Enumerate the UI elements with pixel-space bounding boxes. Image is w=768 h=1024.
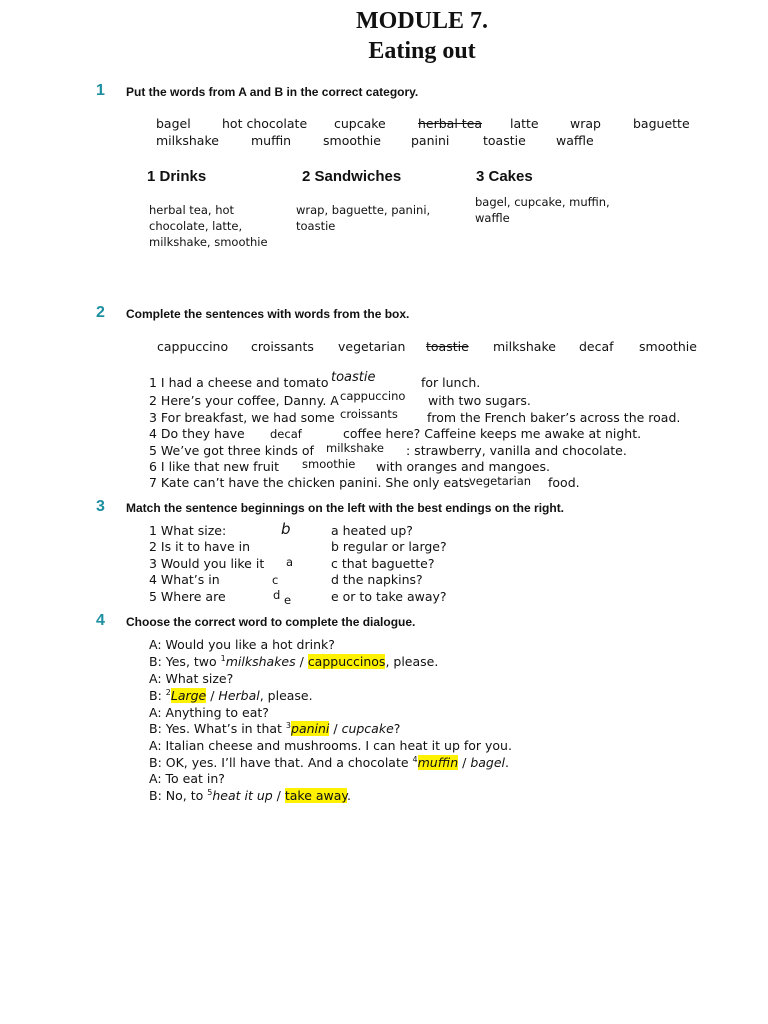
word-muffin: muffin [251, 133, 292, 148]
box-word-vegetarian: vegetarian [338, 339, 406, 354]
box-word-cappuccino: cappuccino [157, 339, 229, 354]
match-right: a heated up? [331, 523, 413, 538]
option-word: bagel [470, 755, 506, 771]
match-right: e or to take away? [331, 589, 447, 604]
sentence-text: coffee here? Caffeine keeps me awake at night. [343, 426, 642, 441]
word-bagel: bagel [156, 116, 191, 131]
word-toastie: toastie [483, 133, 526, 148]
word-herbal-tea: herbal tea [418, 116, 483, 131]
match-answer: a [286, 555, 294, 569]
box-word-croissants: croissants [251, 339, 314, 354]
page-title: Eating out [368, 38, 476, 64]
word-panini: panini [411, 133, 450, 148]
question-instruction: Match the sentence beginnings on the left with the best endings on the right. [126, 501, 565, 515]
dialogue-text: B: No, to [149, 788, 208, 804]
question-instruction: Complete the sentences with words from the box. [126, 307, 410, 321]
box-word-smoothie: smoothie [639, 339, 697, 354]
sentence-text: with oranges and mangoes. [376, 459, 550, 474]
dialogue-line [149, 654, 438, 669]
sentence-answer: smoothie [302, 457, 356, 471]
box-word-decaf: decaf [579, 339, 614, 354]
selected-option: Large [170, 688, 207, 704]
match-left: 5 Where are [149, 589, 226, 604]
question-number: 1 [96, 82, 105, 99]
sentence-answer: cappuccino [340, 389, 406, 403]
box-word-toastie: toastie [426, 339, 469, 354]
match-answer: c [272, 573, 279, 587]
dialogue-line: A: Anything to eat? [149, 705, 269, 720]
module-title: MODULE 7. [356, 8, 488, 34]
sentence-text: for lunch. [421, 375, 481, 390]
option-word: Herbal [218, 688, 260, 704]
sentence-text: 5 We’ve got three kinds of [149, 443, 314, 458]
gap-number: 3 [285, 721, 292, 730]
dialogue-text: B: OK, yes. I’ll have that. And a chocolate [149, 755, 413, 771]
gap-number: 1 [220, 654, 226, 663]
sentence-answer: toastie [331, 370, 376, 385]
match-right: d the napkins? [331, 572, 423, 587]
option-word: heat it up [212, 788, 273, 804]
option-separator: / [206, 688, 219, 704]
match-answer: b [281, 520, 291, 538]
sentence-text: 3 For breakfast, we had some [149, 410, 335, 425]
sentence-answer: milkshake [326, 441, 384, 455]
dialogue-text: , please. [259, 688, 313, 704]
word-hot-chocolate: hot chocolate [222, 116, 308, 131]
dialogue-text: . [347, 788, 352, 804]
option-word: cupcake [341, 721, 394, 737]
dialogue-line [149, 688, 313, 703]
selected-option: panini [291, 721, 330, 737]
match-answer: e [284, 593, 292, 607]
dialogue-line: A: Would you like a hot drink? [149, 637, 335, 652]
category-cakes-answer: bagel, cupcake, muffin, waffle [475, 195, 610, 225]
match-answer: d [273, 588, 281, 602]
dialogue-line: A: Italian cheese and mushrooms. I can heat it up for you. [149, 738, 512, 753]
sentence-text: with two sugars. [428, 393, 531, 408]
sentence-text: : strawberry, vanilla and chocolate. [406, 443, 627, 458]
category-cakes-heading: 3 Cakes [476, 168, 533, 185]
question-number: 4 [96, 612, 105, 629]
category-sandwiches-heading: 2 Sandwiches [302, 168, 402, 185]
match-left: 4 What’s in [149, 572, 220, 587]
dialogue-line: A: What size? [149, 671, 234, 686]
match-left: 2 Is it to have in [149, 539, 251, 554]
selected-option: take away [284, 788, 348, 804]
sentence-answer: croissants [340, 407, 398, 421]
question-instruction: Choose the correct word to complete the dialogue. [126, 615, 416, 629]
dialogue-text: . [505, 755, 509, 771]
option-separator: / [295, 654, 308, 670]
word-smoothie: smoothie [323, 133, 381, 148]
sentence-text: food. [548, 475, 580, 490]
category-drinks-answer: herbal tea, hot chocolate, latte, milkshake, smoothie [149, 203, 268, 249]
option-separator: / [458, 755, 471, 771]
selected-option: cappuccinos [307, 654, 386, 670]
sentence-text: 4 Do they have [149, 426, 245, 441]
word-cupcake: cupcake [334, 116, 386, 131]
question-instruction: Put the words from A and B in the correct category. [126, 85, 419, 99]
dialogue-text: B: [149, 688, 166, 704]
word-wrap: wrap [570, 116, 601, 131]
sentence-text: 6 I like that new fruit [149, 459, 279, 474]
gap-number: 4 [412, 755, 418, 764]
sentence-text: 1 I had a cheese and tomato [149, 375, 329, 390]
category-sandwiches-answer: wrap, baguette, panini, toastie [296, 203, 431, 233]
box-word-milkshake: milkshake [493, 339, 556, 354]
dialogue-line [149, 721, 400, 736]
word-baguette: baguette [633, 116, 690, 131]
dialogue-text: B: Yes. What’s in that [149, 721, 286, 737]
sentence-text: 2 Here’s your coffee, Danny. A [149, 393, 339, 408]
sentence-text: 7 Kate can’t have the chicken panini. She only eats [149, 475, 471, 490]
match-left: 1 What size: [149, 523, 227, 538]
word-waffle: waffle [556, 133, 594, 148]
word-milkshake: milkshake [156, 133, 219, 148]
question-number: 2 [96, 304, 105, 321]
dialogue-line [149, 788, 351, 803]
match-right: c that baguette? [331, 556, 435, 571]
match-right: b regular or large? [331, 539, 447, 554]
dialogue-text: ? [393, 721, 401, 737]
selected-option: muffin [417, 755, 459, 771]
option-word: milkshakes [225, 654, 296, 670]
sentence-answer: vegetarian [469, 474, 532, 488]
category-drinks-heading: 1 Drinks [147, 168, 207, 185]
dialogue-text: B: Yes, two [149, 654, 221, 670]
dialogue-text: , please. [385, 654, 439, 670]
question-number: 3 [96, 498, 105, 515]
sentence-answer: decaf [270, 427, 302, 441]
gap-number: 5 [207, 788, 213, 797]
dialogue-line [149, 755, 509, 770]
word-latte: latte [510, 116, 539, 131]
sentence-text: from the French baker’s across the road. [427, 410, 681, 425]
dialogue-line: A: To eat in? [149, 771, 225, 786]
option-separator: / [329, 721, 342, 737]
match-left: 3 Would you like it [149, 556, 265, 571]
gap-number: 2 [165, 688, 171, 697]
option-separator: / [272, 788, 285, 804]
